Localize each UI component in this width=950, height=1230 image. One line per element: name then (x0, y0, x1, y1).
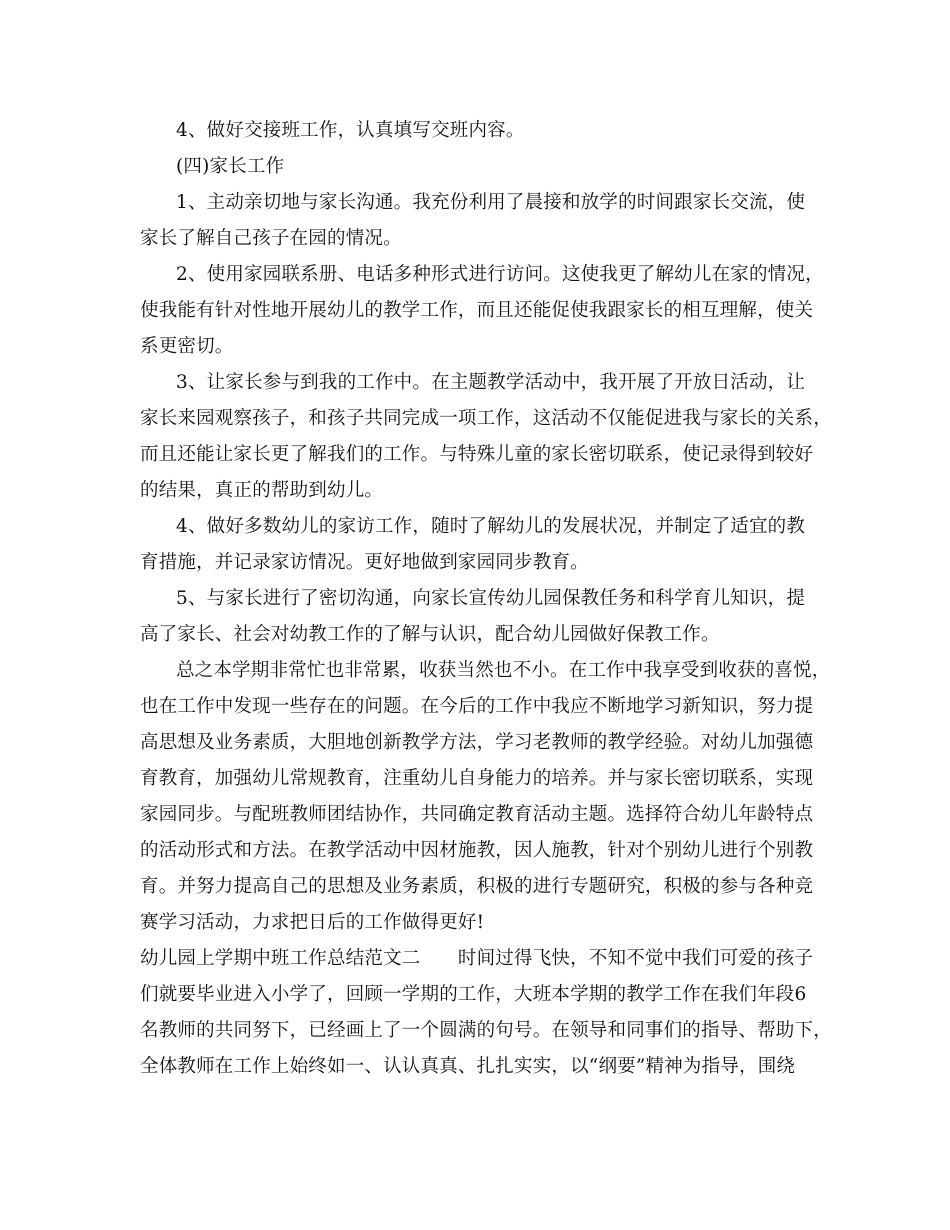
text-line: 育措施，并记录家访情况。更好地做到家园同步教育。 (140, 552, 589, 573)
text-line: 家园同步。与配班教师团结协作，共同确定教育活动主题。选择符合幼儿年龄特点 (140, 804, 814, 825)
text-line: 名教师的共同努下，已经画上了一个圆满的句号。在领导和同事们的指导、帮助下， (140, 1020, 832, 1041)
section-heading: (四)家长工作 (176, 156, 285, 177)
text-line: 总之本学期非常忙也非常累，收获当然也不小。在工作中我享受到收获的喜悦， (176, 660, 831, 681)
text-line: 使我能有针对性地开展幼儿的教学工作，而且还能促使我跟家长的相互理解，使关 (140, 300, 814, 321)
text-line: 高了家长、社会对幼教工作的了解与认识，配合幼儿园做好保教工作。 (140, 624, 720, 645)
text-line: 育。并努力提高自己的思想及业务素质，积极的进行专题研究，积极的参与各种竞 (140, 876, 814, 897)
text-line: 的活动形式和方法。在教学活动中因材施教，因人施教，针对个别幼儿进行个别教 (140, 840, 814, 861)
text-line: 高思想及业务素质，大胆地创新教学方法，学习老教师的教学经验。对幼儿加强德 (140, 732, 814, 753)
text-line: 而且还能让家长更了解我们的工作。与特殊儿童的家长密切联系，使记录得到较好 (140, 444, 814, 465)
text-line: 3、让家长参与到我的工作中。在主题教学活动中，我开展了开放日活动，让 (176, 372, 806, 393)
text-line: 育教育，加强幼儿常规教育，注重幼儿自身能力的培养。并与家长密切联系，实现 (140, 768, 814, 789)
text-line: 赛学习活动，力求把日后的工作做得更好! (140, 912, 485, 933)
text-line: 4、做好多数幼儿的家访工作，随时了解幼儿的发展状况，并制定了适宜的教 (176, 516, 806, 537)
text-line: 全体教师在工作上始终如一、认认真真、扎扎实实，以“纲要”精神为指导，围绕 (140, 1056, 796, 1077)
text-line: 5、与家长进行了密切沟通，向家长宣传幼儿园保教任务和科学育儿知识，提 (176, 588, 806, 609)
text-line: 家长了解自己孩子在园的情况。 (140, 228, 402, 249)
text-line: 们就要毕业进入小学了，回顾一学期的工作，大班本学期的教学工作在我们年段6 (140, 984, 807, 1005)
text-line: 的结果，真正的帮助到幼儿。 (140, 480, 384, 501)
text-line: 2、使用家园联系册、电话多种形式进行访问。这使我更了解幼儿在家的情况， (176, 264, 824, 285)
text-line: 4、做好交接班工作，认真填写交班内容。 (176, 120, 525, 141)
text-line: 家长来园观察孩子，和孩子共同完成一项工作，这活动不仅能促进我与家长的关系， (140, 408, 832, 429)
text-line: 系更密切。 (140, 336, 234, 357)
text-line: 也在工作中发现一些存在的问题。在今后的工作中我应不断地学习新知识，努力提 (140, 696, 814, 717)
text-line: 幼儿园上学期中班工作总结范文二 时间过得飞快，不知不觉中我们可爱的孩子 (140, 948, 814, 969)
text-line: 1、主动亲切地与家长沟通。我充份利用了晨接和放学的时间跟家长交流，使 (176, 192, 806, 213)
